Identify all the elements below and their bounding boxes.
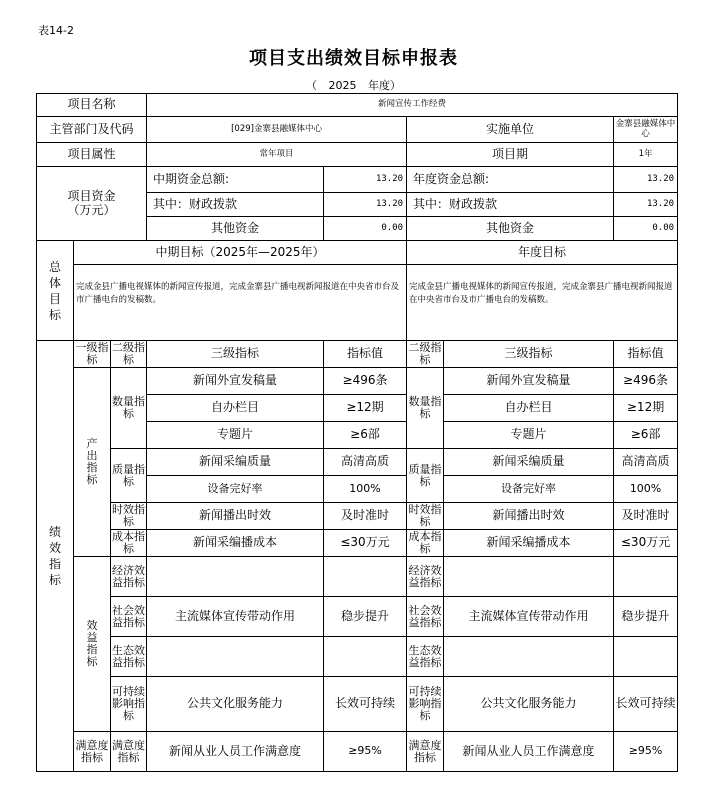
yr-total-value: 13.20 bbox=[614, 167, 678, 193]
year-open: （ bbox=[306, 79, 317, 92]
c1-name: 新闻采编播成本 bbox=[147, 530, 324, 557]
ql1-value-yr: 高清高质 bbox=[614, 449, 678, 476]
su1-name-yr: 公共文化服务能力 bbox=[444, 677, 614, 732]
econ-label-yr: 经济效益指标 bbox=[407, 557, 444, 597]
sa1-name: 新闻从业人员工作满意度 bbox=[147, 732, 324, 772]
su1-value-yr: 长效可持续 bbox=[614, 677, 678, 732]
su1-value: 长效可持续 bbox=[324, 677, 407, 732]
hdr-l2: 二级指标 bbox=[112, 341, 146, 366]
output-label: 产出指标 bbox=[74, 368, 111, 557]
q2-name: 自办栏目 bbox=[147, 395, 324, 422]
hdr-l2-yr: 二级指标 bbox=[408, 341, 442, 366]
ql2-value: 100% bbox=[324, 476, 407, 503]
yr-goal-header: 年度目标 bbox=[407, 241, 678, 265]
c1-name-yr: 新闻采编播成本 bbox=[444, 530, 614, 557]
table-number: 表14-2 bbox=[38, 24, 74, 37]
overall-goal-label: 总体目标 bbox=[37, 241, 74, 341]
q2-value: ≥12期 bbox=[324, 395, 407, 422]
mid-goal-header: 中期目标（2025年—2025年） bbox=[74, 241, 407, 265]
mid-total-label: 中期资金总额: bbox=[147, 167, 324, 193]
mid-fin-label: 其中：财政拨款 bbox=[147, 193, 324, 217]
eco-name-yr bbox=[444, 637, 614, 677]
ql2-name: 设备完好率 bbox=[147, 476, 324, 503]
q2-name-yr: 自办栏目 bbox=[444, 395, 614, 422]
sustain-label: 可持续影响指标 bbox=[111, 677, 147, 732]
yr-other-value: 0.00 bbox=[614, 217, 678, 241]
impl-unit-value: 金寨县融媒体中心 bbox=[614, 117, 678, 143]
dept-label: 主管部门及代码 bbox=[37, 117, 147, 143]
mid-other-value: 0.00 bbox=[324, 217, 407, 241]
yr-total-label: 年度资金总额: bbox=[407, 167, 614, 193]
quantity-label-yr: 数量指标 bbox=[407, 368, 444, 449]
s1-name-yr: 主流媒体宣传带动作用 bbox=[444, 597, 614, 637]
effect-label: 效益指标 bbox=[74, 557, 111, 732]
econ-value bbox=[324, 557, 407, 597]
year-line bbox=[0, 77, 707, 93]
t1-value: 及时准时 bbox=[324, 503, 407, 530]
project-period-label: 项目期 bbox=[407, 143, 614, 167]
mid-goal-text: 完成金县广播电视媒体的新闻宣传报道，完成金寨县广播电视新闻报道在中央省市台及市广播电台的发稿数。 bbox=[74, 265, 407, 341]
impl-unit-label: 实施单位 bbox=[407, 117, 614, 143]
yr-goal-text: 完成金县广播电视媒体的新闻宣传报道，完成金寨县广播电视新闻报道在中央省市台及市广播电台的发稿数。 bbox=[407, 265, 678, 341]
ql1-name: 新闻采编质量 bbox=[147, 449, 324, 476]
q3-value-yr: ≥6部 bbox=[614, 422, 678, 449]
social-label-yr: 社会效益指标 bbox=[407, 597, 444, 637]
su1-name: 公共文化服务能力 bbox=[147, 677, 324, 732]
timeliness-label: 时效指标 bbox=[112, 503, 146, 528]
hdr-l3-yr: 三级指标 bbox=[444, 341, 614, 368]
satisfaction-label: 满意度指标 bbox=[74, 732, 111, 772]
hdr-l3: 三级指标 bbox=[147, 341, 324, 368]
eco-value-yr bbox=[614, 637, 678, 677]
quality-label: 质量指标 bbox=[111, 449, 147, 503]
yr-other-label: 其他资金 bbox=[407, 217, 614, 241]
satis-sub-label-yr: 满意度指标 bbox=[407, 732, 444, 772]
page-title: 项目支出绩效目标申报表 bbox=[249, 48, 458, 69]
eco-label: 生态效益指标 bbox=[111, 637, 147, 677]
t1-name: 新闻播出时效 bbox=[147, 503, 324, 530]
mid-fin-value: 13.20 bbox=[324, 193, 407, 217]
mid-total-value: 13.20 bbox=[324, 167, 407, 193]
econ-name-yr bbox=[444, 557, 614, 597]
funds-label: 项目资金 （万元） bbox=[37, 167, 147, 241]
hdr-l1: 一级指标 bbox=[75, 341, 109, 366]
perf-label: 绩效指标 bbox=[37, 341, 74, 772]
econ-name bbox=[147, 557, 324, 597]
s1-value: 稳步提升 bbox=[324, 597, 407, 637]
ql1-value: 高清高质 bbox=[324, 449, 407, 476]
project-name-label: 项目名称 bbox=[37, 94, 147, 117]
hdr-val: 指标值 bbox=[324, 341, 407, 368]
q1-name: 新闻外宣发稿量 bbox=[147, 368, 324, 395]
s1-value-yr: 稳步提升 bbox=[614, 597, 678, 637]
econ-label: 经济效益指标 bbox=[111, 557, 147, 597]
hdr-val-yr: 指标值 bbox=[614, 341, 678, 368]
quantity-label: 数量指标 bbox=[111, 368, 147, 449]
s1-name: 主流媒体宣传带动作用 bbox=[147, 597, 324, 637]
project-name-value: 新闻宣传工作经费 bbox=[147, 94, 678, 117]
timeliness-label-yr: 时效指标 bbox=[408, 503, 442, 528]
q3-name: 专题片 bbox=[147, 422, 324, 449]
eco-value bbox=[324, 637, 407, 677]
econ-value-yr bbox=[614, 557, 678, 597]
cost-label: 成本指标 bbox=[112, 530, 146, 555]
q3-value: ≥6部 bbox=[324, 422, 407, 449]
q2-value-yr: ≥12期 bbox=[614, 395, 678, 422]
satis-sub-label: 满意度指标 bbox=[111, 732, 147, 772]
c1-value-yr: ≤30万元 bbox=[614, 530, 678, 557]
social-label: 社会效益指标 bbox=[111, 597, 147, 637]
project-period-value: 1年 bbox=[614, 143, 678, 167]
year-label: 年度） bbox=[368, 79, 401, 92]
dept-value: [029]金寨县融媒体中心 bbox=[147, 117, 407, 143]
year-value: 2025 bbox=[328, 79, 357, 92]
project-attr-label: 项目属性 bbox=[37, 143, 147, 167]
yr-fin-value: 13.20 bbox=[614, 193, 678, 217]
c1-value: ≤30万元 bbox=[324, 530, 407, 557]
eco-name bbox=[147, 637, 324, 677]
q1-name-yr: 新闻外宣发稿量 bbox=[444, 368, 614, 395]
t1-name-yr: 新闻播出时效 bbox=[444, 503, 614, 530]
performance-table bbox=[36, 93, 678, 772]
project-attr-value: 常年项目 bbox=[147, 143, 407, 167]
sa1-name-yr: 新闻从业人员工作满意度 bbox=[444, 732, 614, 772]
q3-name-yr: 专题片 bbox=[444, 422, 614, 449]
eco-label-yr: 生态效益指标 bbox=[407, 637, 444, 677]
mid-other-label: 其他资金 bbox=[147, 217, 324, 241]
sustain-label-yr: 可持续影响指标 bbox=[407, 677, 444, 732]
q1-value: ≥496条 bbox=[324, 368, 407, 395]
ql1-name-yr: 新闻采编质量 bbox=[444, 449, 614, 476]
t1-value-yr: 及时准时 bbox=[614, 503, 678, 530]
quality-label-yr: 质量指标 bbox=[407, 449, 444, 503]
sa1-value-yr: ≥95% bbox=[614, 732, 678, 772]
sa1-value: ≥95% bbox=[324, 732, 407, 772]
ql2-name-yr: 设备完好率 bbox=[444, 476, 614, 503]
yr-fin-label: 其中：财政拨款 bbox=[407, 193, 614, 217]
cost-label-yr: 成本指标 bbox=[408, 530, 442, 555]
ql2-value-yr: 100% bbox=[614, 476, 678, 503]
q1-value-yr: ≥496条 bbox=[614, 368, 678, 395]
